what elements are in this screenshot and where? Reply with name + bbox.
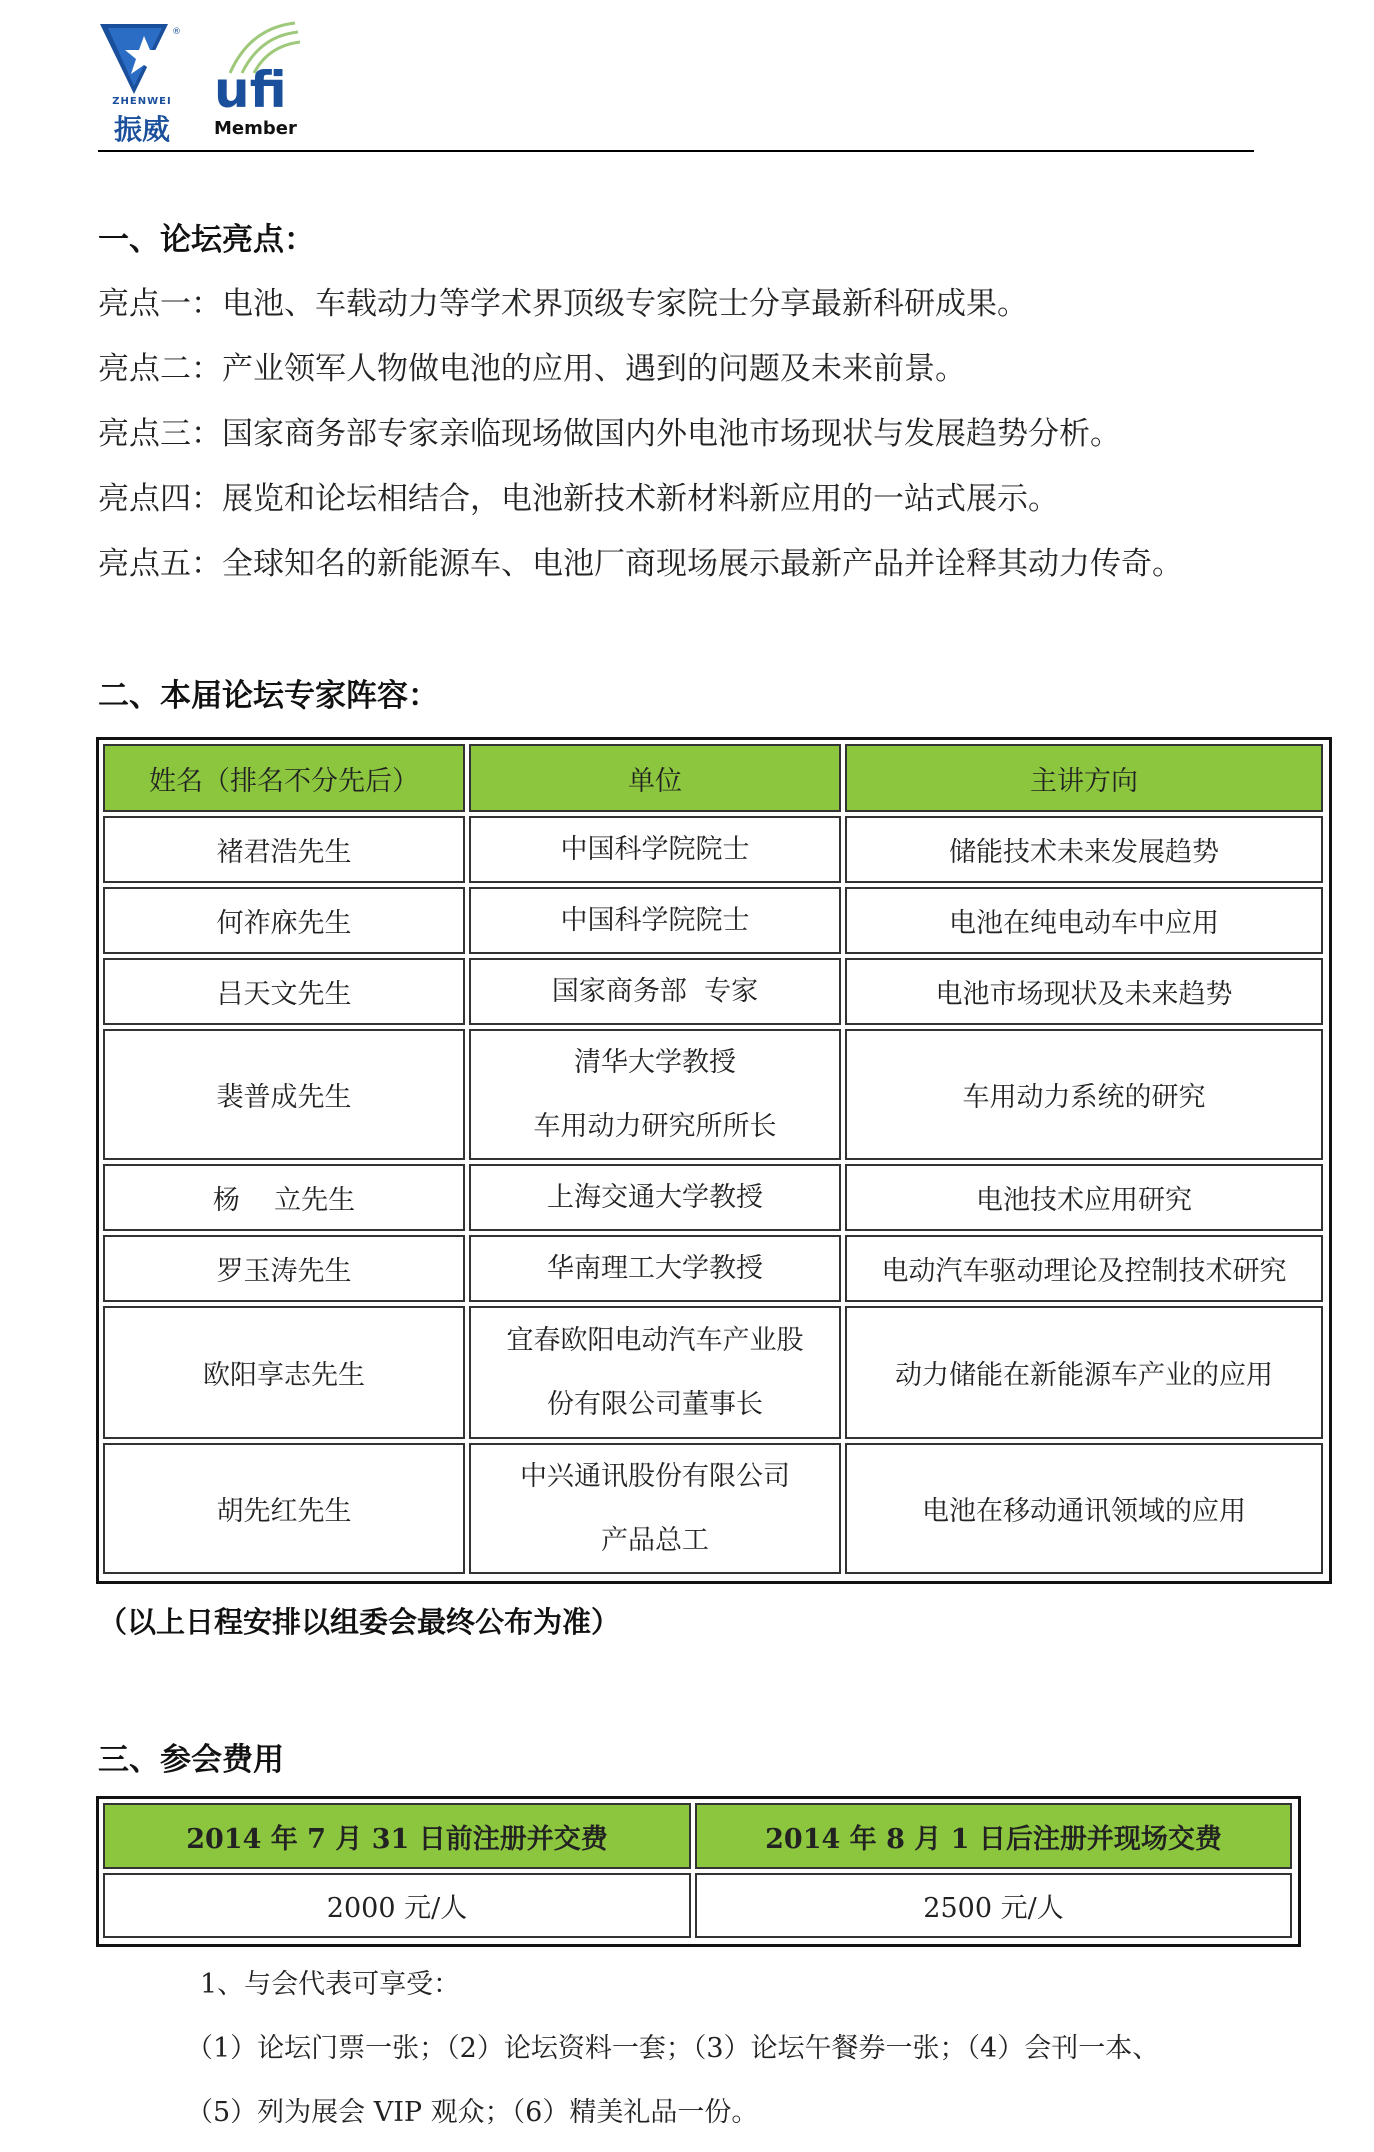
fee-early-value: 2000 元/人 <box>103 1873 691 1938</box>
table-cell-name: 罗玉涛先生 <box>103 1235 465 1302</box>
table-cell-org <box>469 1164 841 1231</box>
table-cell-org <box>469 958 841 1025</box>
org-line: 中兴通讯股份有限公司 <box>520 1460 790 1492</box>
brand-zh-label: 振威 <box>113 113 170 146</box>
org-line: 上海交通大学教授 <box>547 1181 763 1213</box>
table-cell-name: 胡先红先生 <box>103 1443 465 1574</box>
table-cell-org <box>469 816 841 883</box>
table-cell-org <box>469 1235 841 1302</box>
org-line: 清华大学教授 <box>574 1046 736 1078</box>
org-line: 份有限公司董事长 <box>547 1388 763 1420</box>
org-line: 中国科学院院士 <box>560 904 750 936</box>
org-line: 宜春欧阳电动汽车产业股 <box>506 1324 804 1356</box>
schedule-note: （以上日程安排以组委会最终公布为准） <box>98 1605 621 1639</box>
benefit-line-1: （1）论坛门票一张；（2）论坛资料一套；（3）论坛午餐券一张；（4）会刊一本、 <box>186 2033 1160 2064</box>
benefit-title: 1、与会代表可享受： <box>200 1969 461 2000</box>
table-cell-name: 褚君浩先生 <box>103 816 465 883</box>
highlight-4: 亮点四：展览和论坛相结合，电池新技术新材料新应用的一站式展示。 <box>98 481 1059 517</box>
table-header-topic: 主讲方向 <box>845 744 1323 812</box>
table-cell-name: 裴普成先生 <box>103 1029 465 1160</box>
table-cell-org <box>469 1306 841 1439</box>
section1-title: 一、论坛亮点： <box>98 222 315 258</box>
fee-late-value: 2500 元/人 <box>695 1873 1292 1938</box>
org-line: 中国科学院院士 <box>560 833 750 865</box>
brand-en-label: ZHENWEI <box>112 96 172 107</box>
ufi-text: ufi <box>214 61 287 119</box>
table-cell-topic: 动力储能在新能源车产业的应用 <box>845 1306 1323 1439</box>
highlight-2: 亮点二：产业领军人物做电池的应用、遇到的问题及未来前景。 <box>98 351 966 387</box>
org-line: 华南理工大学教授 <box>547 1252 763 1284</box>
table-cell-name: 欧阳享志先生 <box>103 1306 465 1439</box>
org-line: 产品总工 <box>601 1524 709 1556</box>
svg-text:®: ® <box>172 27 181 37</box>
table-cell-name: 杨 立先生 <box>103 1164 465 1231</box>
table-header-name: 姓名（排名不分先后） <box>103 744 465 812</box>
org-line: 国家商务部 专家 <box>551 975 759 1007</box>
table-cell-topic: 车用动力系统的研究 <box>845 1029 1323 1160</box>
fee-header-late: 2014 年 8 月 1 日后注册并现场交费 <box>695 1803 1292 1869</box>
ufi-member-logo <box>210 18 310 140</box>
highlight-3: 亮点三：国家商务部专家亲临现场做国内外电池市场现状与发展趋势分析。 <box>98 416 1121 452</box>
fee-header-early: 2014 年 7 月 31 日前注册并交费 <box>103 1803 691 1869</box>
zhenwei-logo <box>98 22 186 146</box>
table-header-org: 单位 <box>469 744 841 812</box>
highlight-5: 亮点五：全球知名的新能源车、电池厂商现场展示最新产品并诠释其动力传奇。 <box>98 546 1183 582</box>
table-cell-topic: 电池技术应用研究 <box>845 1164 1323 1231</box>
table-cell-topic: 电动汽车驱动理论及控制技术研究 <box>845 1235 1323 1302</box>
header-divider <box>98 150 1254 152</box>
org-line: 车用动力研究所所长 <box>533 1110 777 1142</box>
highlight-1: 亮点一：电池、车载动力等学术界顶级专家院士分享最新科研成果。 <box>98 286 1028 322</box>
table-cell-name: 何祚庥先生 <box>103 887 465 954</box>
table-cell-topic: 电池在移动通讯领域的应用 <box>845 1443 1323 1574</box>
table-cell-org <box>469 1443 841 1574</box>
table-cell-org <box>469 1029 841 1160</box>
table-cell-topic: 储能技术未来发展趋势 <box>845 816 1323 883</box>
section2-title: 二、本届论坛专家阵容： <box>98 678 439 714</box>
benefit-line-2: （5）列为展会 VIP 观众；（6）精美礼品一份。 <box>186 2097 759 2128</box>
table-cell-topic: 电池市场现状及未来趋势 <box>845 958 1323 1025</box>
fee-table <box>96 1796 1301 1947</box>
expert-table <box>96 737 1332 1584</box>
table-cell-name: 吕天文先生 <box>103 958 465 1025</box>
section3-title: 三、参会费用 <box>98 1742 284 1778</box>
table-cell-topic: 电池在纯电动车中应用 <box>845 887 1323 954</box>
table-cell-org <box>469 887 841 954</box>
ufi-member-text: Member <box>214 118 297 139</box>
